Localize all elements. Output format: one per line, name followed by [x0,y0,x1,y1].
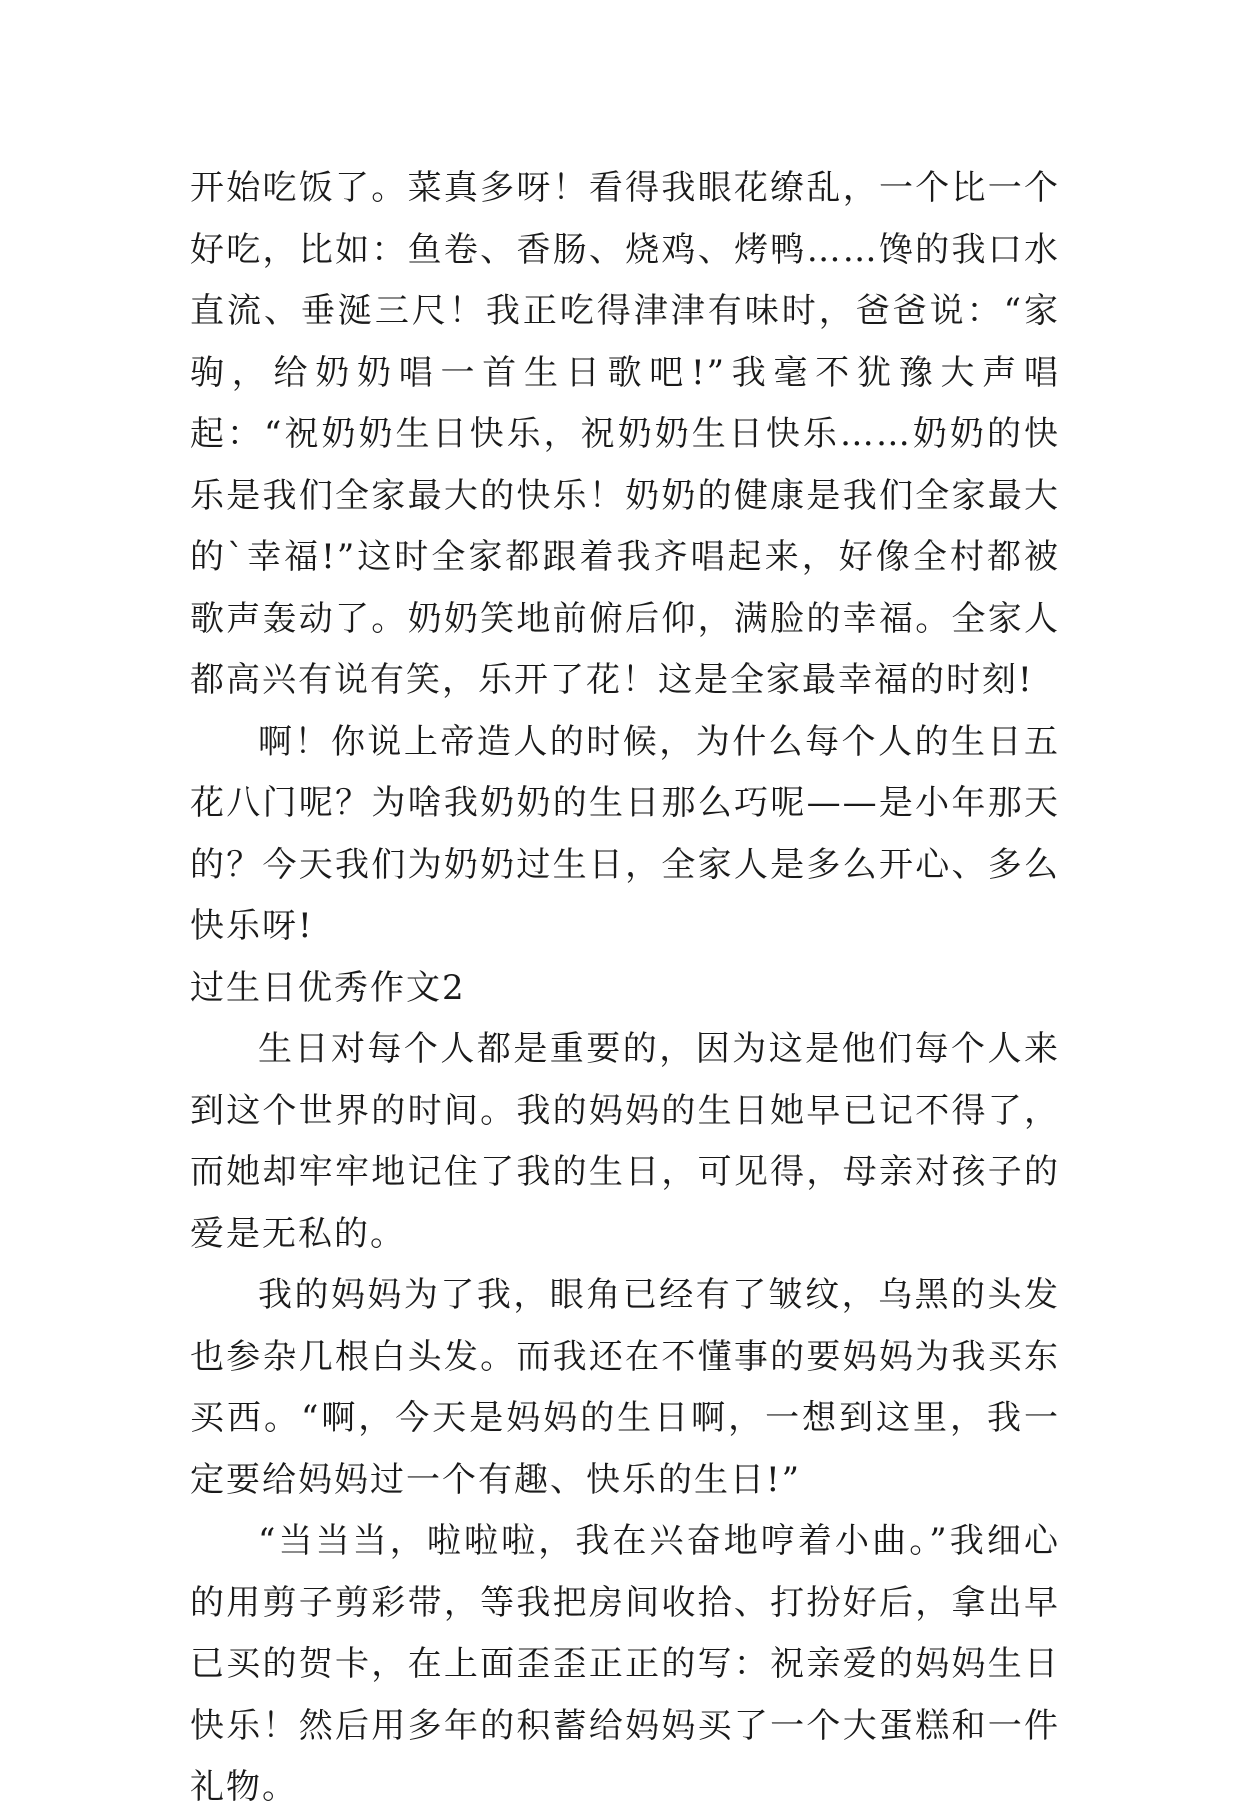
section-heading: 过生日优秀作文2 [190,967,466,1008]
paragraph-4: 我的妈妈为了我，眼角已经有了皱纹，乌黑的头发也参杂几根白头发。而我还在不懂事的要妈妈为我买东买西。“啊，今天是妈妈的生日啊，一想到这里，我一定要给妈妈过一个有趣、快乐的生日!” [190,1275,1060,1500]
paragraph-3: 生日对每个人都是重要的，因为这是他们每个人来到这个世界的时间。我的妈妈的生日她早已记不得了，而她却牢牢地记住了我的生日，可见得，母亲对孩子的爱是无私的。 [190,1029,1060,1254]
paragraph-5: “当当当，啦啦啦，我在兴奋地哼着小曲。”我细心的用剪子剪彩带，等我把房间收拾、打扮好后，拿出早已买的贺卡，在上面歪歪正正的写：祝亲爱的妈妈生日快乐！然后用多年的积蓄给妈妈买了一个大蛋糕和一件礼物。 [190,1521,1060,1807]
paragraph-2: 啊！你说上帝造人的时候，为什么每个人的生日五花八门呢？为啥我奶奶的生日那么巧呢——是小年那天的？今天我们为奶奶过生日，全家人是多么开心、多么快乐呀! [190,721,1060,946]
paragraph-1: 开始吃饭了。菜真多呀！看得我眼花缭乱，一个比一个好吃，比如：鱼卷、香肠、烧鸡、烤鸭……馋的我口水直流、垂涎三尺！我正吃得津津有味时，爸爸说：“家驹，给奶奶唱一首生日歌吧!”我毫不犹豫大声唱起：“祝奶奶生日快乐，祝奶奶生日快乐……奶奶的快乐是我们全家最大的快乐！奶奶的健康是我们全家最大的`幸福!”这时全家都跟着我齐唱起来，好像全村都被歌声轰动了。奶奶笑地前俯后仰，满脸的幸福。全家人都高兴有说有笑，乐开了花！这是全家最幸福的时刻! [190,168,1060,700]
document-body [190,158,1060,1819]
